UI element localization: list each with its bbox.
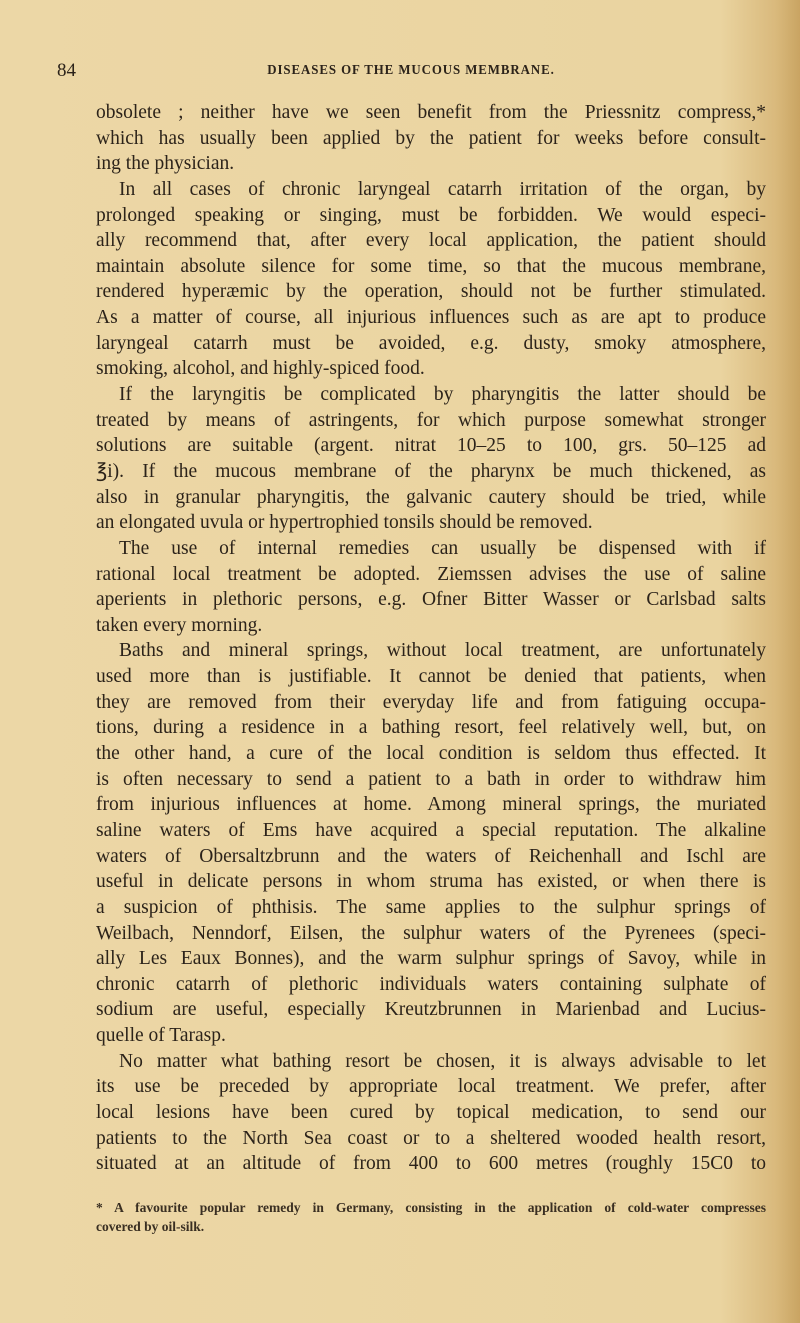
text-line: situated at an altitude of from 400 to 600 metres (roughly 15C0 to (96, 1153, 766, 1175)
text-line: local lesions have been cured by topical medication, to send our (96, 1101, 766, 1123)
text-line: waters of Obersaltzbrunn and the waters of Reichenhall and Ischl are (96, 845, 766, 867)
text-line: chronic catarrh of plethoric individuals waters containing sulphate of (96, 973, 766, 995)
text-line: solutions are suitable (argent. nitrat 10–25 to 100, grs. 50–125 ad (96, 435, 766, 457)
running-title: DISEASES OF THE MUCOUS MEMBRANE. (267, 63, 555, 78)
text-line: also in granular pharyngitis, the galvanic cautery should be tried, while (96, 486, 766, 508)
text-line: useful in delicate persons in whom struma has existed, or when there is (96, 871, 766, 893)
text-line: they are removed from their everyday life and from fatiguing occupa- (96, 691, 766, 713)
text-line: prolonged speaking or singing, must be forbidden. We would especi- (96, 204, 766, 226)
text-line: laryngeal catarrh must be avoided, e.g. dusty, smoky atmosphere, (96, 332, 766, 354)
body-text (96, 100, 766, 1177)
text-line: its use be preceded by appropriate local treatment. We prefer, after (96, 1076, 766, 1098)
text-line: obsolete ; neither have we seen benefit from the Priessnitz compress,* (96, 102, 766, 123)
text-line: No matter what bathing resort be chosen, it is always advisable to let (119, 1050, 766, 1072)
text-line: a suspicion of phthisis. The same applies to the sulphur springs of (96, 896, 766, 918)
text-line: treated by means of astringents, for which purpose somewhat stronger (96, 409, 766, 431)
text-line: an elongated uvula or hypertrophied tonsils should be removed. (96, 512, 593, 534)
running-header (57, 60, 765, 84)
text-line: maintain absolute silence for some time, so that the mucous membrane, (96, 255, 766, 277)
footnote (96, 1198, 766, 1236)
text-line: the other hand, a cure of the local condition is seldom thus effected. It (96, 743, 766, 765)
footnote-line: covered by oil-silk. (96, 1219, 205, 1234)
text-line: tions, during a residence in a bathing resort, feel relatively well, but, on (96, 717, 766, 739)
text-line: ℥i). If the mucous membrane of the pharynx be much thickened, as (96, 460, 766, 482)
footnote-line: * A favourite popular remedy in Germany, consisting in the application of cold-water compresses (96, 1200, 766, 1215)
text-line: rendered hyperæmic by the operation, should not be further stimulated. (96, 281, 766, 303)
text-line: Baths and mineral springs, without local treatment, are unfortunately (119, 640, 766, 662)
text-line: As a matter of course, all injurious influences such as are apt to produce (96, 307, 766, 329)
text-line: rational local treatment be adopted. Ziemssen advises the use of saline (96, 563, 766, 585)
text-line: sodium are useful, especially Kreutzbrunnen in Marienbad and Lucius- (96, 999, 766, 1021)
text-line: quelle of Tarasp. (96, 1025, 226, 1047)
text-line: is often necessary to send a patient to a bath in order to withdraw him (96, 768, 766, 790)
text-line: aperients in plethoric persons, e.g. Ofner Bitter Wasser or Carlsbad salts (96, 589, 766, 611)
text-line: smoking, alcohol, and highly-spiced food. (96, 358, 425, 380)
text-line: which has usually been applied by the patient for weeks before consult- (96, 127, 766, 149)
text-line: saline waters of Ems have acquired a special reputation. The alkaline (96, 819, 766, 841)
text-line: If the laryngitis be complicated by pharyngitis the latter should be (119, 384, 766, 406)
text-line: Weilbach, Nenndorf, Eilsen, the sulphur waters of the Pyrenees (speci- (96, 922, 766, 944)
text-line: The use of internal remedies can usually be dispensed with if (119, 537, 766, 559)
text-line: patients to the North Sea coast or to a sheltered wooded health resort, (96, 1127, 766, 1149)
text-line: used more than is justifiable. It cannot be denied that patients, when (96, 666, 766, 688)
page-number: 84 (57, 60, 76, 81)
text-line: In all cases of chronic laryngeal catarrh irritation of the organ, by (119, 178, 766, 200)
text-line: taken every morning. (96, 614, 263, 636)
text-line: ally recommend that, after every local application, the patient should (96, 230, 766, 252)
text-line: from injurious influences at home. Among mineral springs, the muriated (96, 794, 766, 816)
text-line: ally Les Eaux Bonnes), and the warm sulphur springs of Savoy, while in (96, 948, 766, 970)
text-line: ing the physician. (96, 153, 235, 175)
